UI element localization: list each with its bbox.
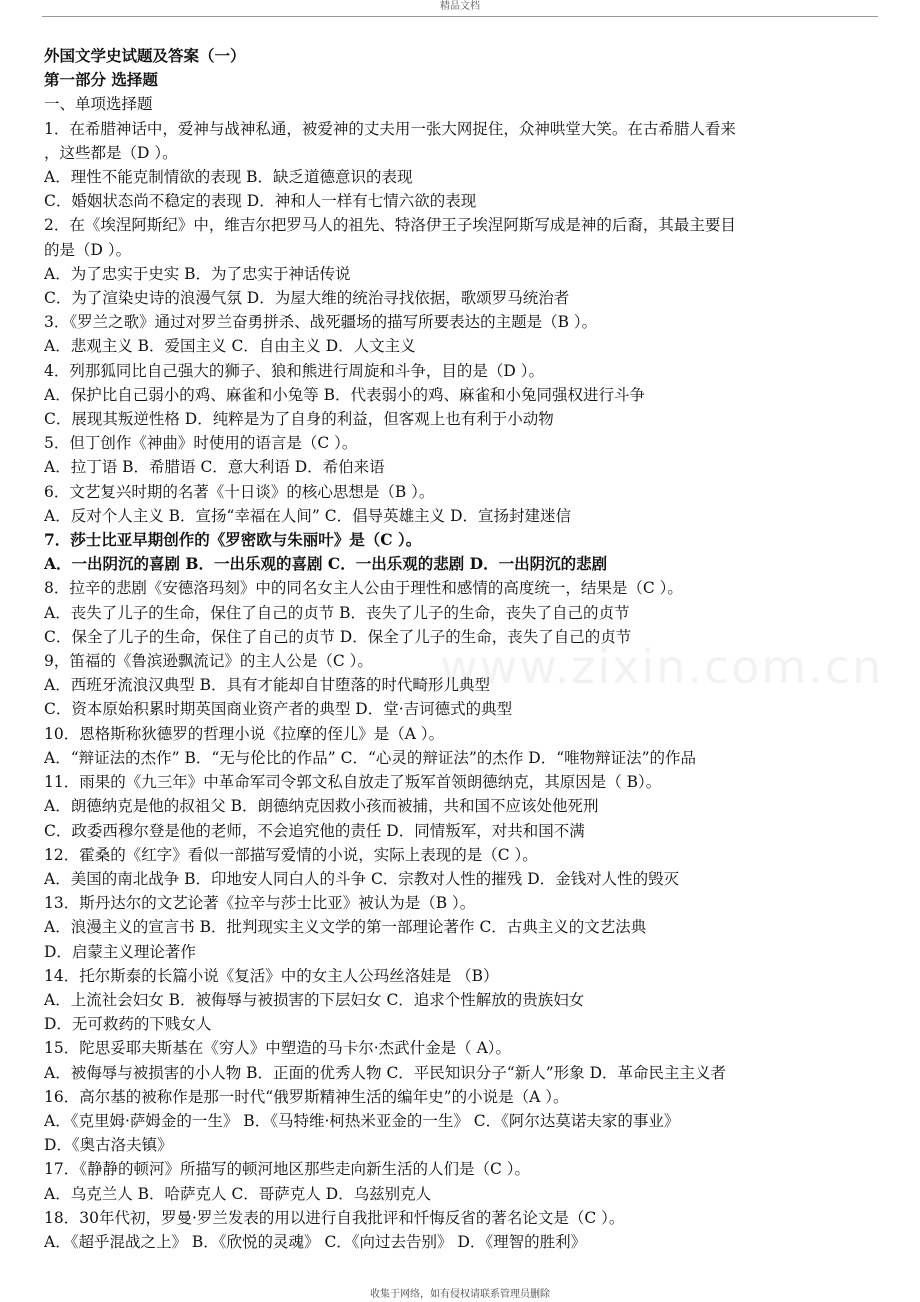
page-footer [0, 1285, 920, 1300]
document-line: A．《超乎混战之上》 B．《欣悦的灵魂》 C．《向过去告别》 D．《理智的胜利》 [44, 1232, 587, 1251]
document-line: C．保全了儿子的生命，保住了自己的贞节 D．保全了儿子的生命，丧失了自己的贞节 [44, 627, 632, 646]
document-line: A．一出阴沉的喜剧 B．一出乐观的喜剧 C．一出乐观的悲剧 D．一出阴沉的悲剧 [44, 554, 608, 574]
document-line: 13．斯丹达尔的文艺论著《拉辛与莎士比亚》被认为是（B ）。 [44, 894, 476, 913]
document-line: C．婚姻状态尚不稳定的表现 D．神和人一样有七情六欲的表现 [44, 192, 477, 211]
document-line: 15．陀思妥耶夫斯基在《穷人》中塑造的马卡尔·杰武什金是（ A）。 [44, 1039, 512, 1058]
document-line: 12．霍桑的《红字》看似一部描写爱情的小说，实际上表现的是（C ）。 [44, 845, 538, 864]
document-line: A．西班牙流浪汉典型 B．具有才能却自甘堕落的时代畸形儿典型 [44, 676, 491, 695]
document-line: A．上流社会妇女 B．被侮辱与被损害的下层妇女 C．追求个性解放的贵族妇女 [44, 990, 585, 1009]
document-line: A．浪漫主义的宣言书 B．批判现实主义文学的第一部理论著作 C．古典主义的文艺法典 [44, 918, 647, 937]
document-line: A．朗德纳克是他的叔祖父 B．朗德纳克因救小孩而被捕，共和国不应该处他死刑 [44, 797, 599, 816]
document-line: 2．在《埃涅阿斯纪》中，维吉尔把罗马人的祖先、特洛伊王子埃涅阿斯写成是神的后裔，其最主要目 [44, 216, 736, 235]
document-line: A．美国的南北战争 B．印地安人同白人的斗争 C．宗教对人性的摧残 D．金钱对人性的毁灭 [44, 869, 680, 888]
document-line: A．被侮辱与被损害的小人物 B．正面的优秀人物 C．平民知识分子“新人”形象 D．革命民主主义者 [44, 1063, 727, 1082]
document-line: 5．但丁创作《神曲》时使用的语言是（C ）。 [44, 434, 358, 453]
document-line: A．悲观主义 B．爱国主义 C．自由主义 D．人文主义 [44, 337, 416, 356]
document-line: 8．拉辛的悲剧《安德洛玛刻》中的同名女主人公由于理性和感情的高度统一，结果是（C ）。 [44, 579, 683, 598]
document-body [44, 44, 876, 1254]
document-line: C．资本原始积累时期英国商业资产者的典型 D．堂·吉诃德式的典型 [44, 700, 513, 719]
document-line: 的是（D ）。 [44, 240, 132, 259]
document-line: 一、单项选择题 [44, 95, 153, 114]
document-line: A．为了忠实于史实 B．为了忠实于神话传说 [44, 264, 351, 283]
document-line: A．理性不能克制情欲的表现 B．缺乏道德意识的表现 [44, 168, 413, 187]
document-line: A．丧失了儿子的生命，保住了自己的贞节 B．丧失了儿子的生命，丧失了自己的贞节 [44, 603, 630, 622]
header-text: 精品文档 [440, 1, 480, 12]
footer-text: 收集于网络，如有侵权请联系管理员删除 [370, 1289, 550, 1300]
document-line: A．拉丁语 B．希腊语 C．意大利语 D．希伯来语 [44, 458, 385, 477]
document-line: D．启蒙主义理论著作 [44, 942, 196, 961]
document-line: 4．列那狐同比自己强大的狮子、狼和熊进行周旋和斗争，目的是（D ）。 [44, 361, 544, 380]
document-line: 18．30年代初，罗曼·罗兰发表的用以进行自我批评和忏悔反省的著名论文是（C ）。 [44, 1208, 625, 1227]
document-line: D．《奥古洛夫镇》 [44, 1136, 173, 1155]
document-line: 3．《罗兰之歌》通过对罗兰奋勇拼杀、战死疆场的描写所要表达的主题是（B ）。 [44, 313, 598, 332]
document-line: ，这些都是（D ）。 [44, 143, 178, 162]
document-line: A．“辩证法的杰作” B．“无与伦比的作品” C．“心灵的辩证法”的杰作 D．“唯物辩证法”的作品 [44, 748, 697, 767]
document-line: 17．《静静的顿河》所描写的顿河地区那些走向新生活的人们是（C ）。 [44, 1160, 531, 1179]
document-line: 6．文艺复兴时期的名著《十日谈》的核心思想是（B ）。 [44, 482, 435, 501]
document-line: C．展现其叛逆性格 D．纯粹是为了自身的利益，但客观上也有利于小动物 [44, 410, 554, 429]
document-line: A．保护比自己弱小的鸡、麻雀和小兔等 B．代表弱小的鸡、麻雀和小兔同强权进行斗争 [44, 385, 646, 404]
watermark: www.zixin.com.cn [440, 640, 884, 694]
document-line: 1．在希腊神话中，爱神与战神私通，被爱神的丈夫用一张大网捉住，众神哄堂大笑。在古希腊人看来 [44, 119, 736, 138]
document-line: A．《克里姆·萨姆金的一生》 B．《马特维·柯热米亚金的一生》 C．《阿尔达莫诺夫家的事业》 [44, 1111, 680, 1130]
document-line: 9，笛福的《鲁滨逊飘流记》的主人公是（C ）。 [44, 652, 373, 671]
document-line: 10．恩格斯称狄德罗的哲理小说《拉摩的侄儿》是（A ）。 [44, 724, 445, 743]
document-line: D．无可救药的下贱女人 [44, 1015, 212, 1034]
document-line: C．政委西穆尔登是他的老师，不会追究他的责任 D．同情叛军，对共和国不满 [44, 821, 585, 840]
document-line: 第一部分 选择题 [44, 70, 158, 90]
document-line: 11．雨果的《九三年》中革命军司令郭文私自放走了叛军首领朗德纳克，其原因是（ B）。 [44, 773, 662, 792]
document-line: 外国文学史试题及答案（一） [44, 46, 246, 65]
document-line: A．反对个人主义 B．宣扬“幸福在人间” C．倡导英雄主义 D．宣扬封建迷信 [44, 506, 572, 525]
document-line: C．为了渲染史诗的浪漫气氛 D．为屋大维的统治寻找依据，歌颂罗马统治者 [44, 289, 570, 308]
document-line: 7．莎士比亚早期创作的《罗密欧与朱丽叶》是（C ）。 [44, 530, 422, 550]
document-line: 14．托尔斯泰的长篇小说《复活》中的女主人公玛丝洛娃是 （B） [44, 966, 499, 985]
document-line: 16．高尔基的被称作是那一时代“俄罗斯精神生活的编年史”的小说是（A ）。 [44, 1087, 569, 1106]
document-line: A．乌克兰人 B．哈萨克人 C．哥萨克人 D．乌兹别克人 [44, 1184, 432, 1203]
page-header [42, 0, 878, 17]
